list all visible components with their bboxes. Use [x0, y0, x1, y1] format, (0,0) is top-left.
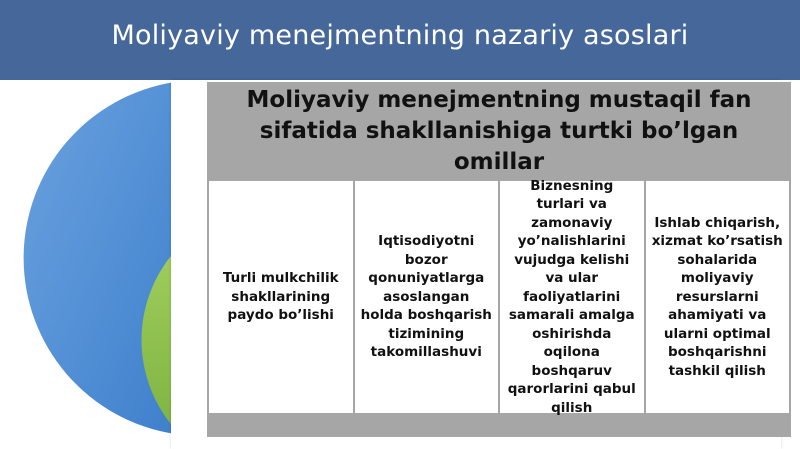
diagram-header — [207, 82, 791, 181]
factor-cell — [500, 177, 644, 416]
factor-cells — [209, 177, 789, 416]
diagram-heading: Moliyaviy menejmentning mustaqil fan sifatida shakllanishiga turtki bo’lgan omillar — [246, 87, 752, 175]
factor-text: Iqtisodiyotni bozor qonuniyatlarga asoslangan holda boshqarish tizimining takomillashuvi — [360, 233, 492, 361]
factor-text: Turli mulkchilik shakllarining paydo bo’lishi — [222, 270, 339, 324]
factor-cell — [646, 181, 790, 413]
factor-text: Biznesning turlari va zamonaviy yo’nalishlarini vujudga kelishi va ular faoliyatlarini samarali amalga oshirishda oqilona boshqaruv qarorlarini qabul qilish — [507, 177, 636, 416]
diagram-panel — [207, 82, 791, 437]
factor-cell — [355, 181, 499, 413]
factor-text: Ishlab chiqarish, xizmat ko’rsatish sohalarida moliyaviy resurslarni ahamiyati va ularni optimal boshqarishni tashkil qilish — [651, 214, 783, 379]
factor-cell — [209, 181, 353, 413]
slide-title: Moliyaviy menejmentning nazariy asoslari — [111, 19, 689, 51]
